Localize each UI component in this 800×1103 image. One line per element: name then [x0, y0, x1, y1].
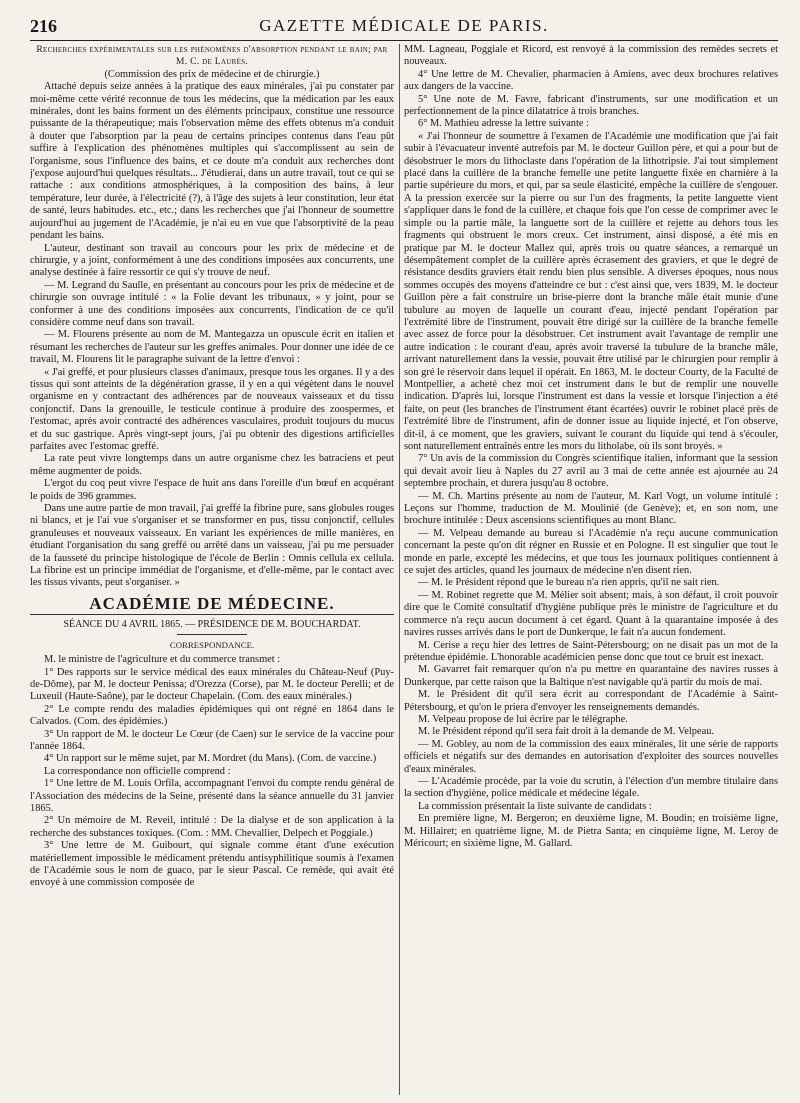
- paragraph: — M. Flourens présente au nom de M. Mantegazza un opuscule écrit en italien et résumant les recherches de l'auteur sur les greffes animales. Pour donner une idée de ce travail, M. Flourens lit le paragraphe suivant de la lettre d'envoi :: [30, 329, 394, 366]
- paragraph: L'ergot du coq peut vivre l'espace de huit ans dans l'oreille d'un bœuf en acquérant le poids de 396 grammes.: [30, 478, 394, 502]
- paragraph: 3° Un rapport de M. le docteur Le Cœur (de Caen) sur le service de la vaccine pour l'année 1864.: [30, 728, 394, 752]
- paragraph: — M. Gobley, au nom de la commission des eaux minérales, lit une série de rapports officiels et négatifs sur des demandes en autorisation d'exploiter des sources nouvelles d'eaux minérales.: [404, 738, 778, 775]
- paragraph: Dans une autre partie de mon travail, j'ai greffé la fibrine pure, sans globules rouges ni blancs, et je l'ai vue s'organiser et se transformer en pus, tissu conjonctif, cellules granuleuses et nouveaux vaisseaux. En variant les expériences de mille manières, en étudiant l'organisation du sang greffé ou arrêté dans un vaisseau, j'ai pu me persuader de la fausseté du principe histologique de l'école de Berlin : Omnis cellula ex cellula. La fibrine est un principe immédiat de l'organisme, et d'elle-même, par le contact avec les tissus vivants, peut s'organiser. »: [30, 503, 394, 589]
- subsection-heading: CORRESPONDANCE.: [169, 639, 255, 650]
- article-title: Recherches expérimentales sur les phénomènes d'absorption pendant le bain; par M. C. de Laurès.: [36, 44, 388, 68]
- paragraph: La rate peut vivre longtemps dans un autre organisme chez les batraciens et peut même augmenter de poids.: [30, 453, 394, 477]
- paragraph: M. le Président dit qu'il sera écrit au correspondant de l'Académie à Saint-Pétersbourg, et qu'on le priera d'envoyer les renseignements demandés.: [404, 689, 778, 713]
- paragraph: — M. Velpeau demande au bureau si l'Académie n'a reçu aucune communication concernant la peste qu'on dit régner en Russie et en Pologne. Il est singulier que tout le monde en parle, excepté les médecins, et que tous les journaux politiques contiennent à ce sujet des articles, quand les journaux de médecine n'en disent rien.: [404, 527, 778, 577]
- paragraph: 5° Une note de M. Favre, fabricant d'instruments, sur une modification et un perfectionnement de la pince dilatatrice à trois branches.: [404, 93, 778, 118]
- divider: [177, 634, 247, 635]
- left-column: [30, 44, 394, 1095]
- paragraph: 2° Le compte rendu des maladies épidémiques qui ont régné en 1864 dans le Calvados. (Com. des épidémies.): [30, 703, 394, 728]
- right-column: [404, 44, 778, 1095]
- paragraph: 1° Des rapports sur le service médical des eaux minérales du Château-Neuf (Puy-de-Dôme), par M. le docteur Penissa; d'Orezza (Corse), par M. le docteur Perelli; et de Luxeuil (Haute-Saône), par le docteur Chapelain. (Com. des eaux minérales.): [30, 666, 394, 703]
- commission-note: (Commission des prix de médecine et de chirurgie.): [104, 68, 320, 80]
- paragraph: MM. Lagneau, Poggiale et Ricord, est renvoyé à la commission des remèdes secrets et nouveaux.: [404, 44, 778, 68]
- paragraph: Attaché depuis seize années à la pratique des eaux minérales, j'ai pu constater par moi-même cette vérité reconnue de tous les médecins, que la médication par les eaux minérales, dont les bains forment un des éléments principaux, constitue une ressource puissante de la thérapeutique; mais l'observation même des effets obtenus m'a conduit à douter que l'absorption par la peau de certains principes contenus dans l'eau pût suffire à l'explication des phénomènes multiples qui s'accomplissent au sein de l'organisme, sous l'influence des bains, et ce doute m'a conduit aux recherches dont j'expose aujourd'hui quelques résultats... J'étudierai, dans un autre travail, tout ce qui se rattache : aux conditions atmosphériques, à la composition des bains, à leur température, leur durée, à l'électricité (?), à l'âge des sujets à leur constitution, leur état de santé, leurs habitudes. etc., etc.; dans les recherches que j'ai l'honneur de soumettre aujourd'hui au jugement de l'Académie, je n'ai eu en vue que l'absorptivité de la peau pendant les bains.: [30, 81, 394, 242]
- section-heading: ACADÉMIE DE MÉDECINE.: [30, 598, 394, 615]
- paragraph: M. le ministre de l'agriculture et du commerce transmet :: [44, 654, 281, 666]
- paragraph: 2° Un mémoire de M. Reveil, intitulé : De la dialyse et de son application à la recherche des substances toxiques. (Com. : MM. Chevallier, Delpech et Poggiale.): [30, 815, 394, 839]
- paragraph: 7° Un avis de la commission du Congrès scientifique italien, informant que la session qui devait avoir lieu à Naples du 27 avril au 3 mai de cette année est ajournée au 24 septembre prochain, et durera jusqu'au 8 octobre.: [404, 453, 778, 490]
- paragraph: « J'ai l'honneur de soumettre à l'examen de l'Académie une modification que j'ai fait subir à l'évacuateur inventé autrefois par M. le docteur Guillon père, et qui a pour but de désobstruer le mors du lithoclaste dans l'opération de la lithotripsie. J'ai tout simplement placé dans la cuillère de la branche femelle une petite languette fixée en charnière à la partie supérieure du mors, et qui, par sa seule élasticité, empêche la cuillère de s'engouer. A la pression exercée sur la pierre ou sur l'un des fragments, la petite languette vient s'appliquer dans le fond de la cuillère, et chaque fois que l'on cesse de comprimer avec le simple ou la partie mâle, la languette sort de la cuillère et rejette au dehors tous les fragments qui obstruent le mors creux. Cet instrument, ainsi disposé, a été mis en pratique par M. le docteur Mallez qui, après trois ou quatre séances, a remarqué un désempâtement complet de la cuillère après écrasement des graviers, et que le degré de résistance desdits graviers était rendu bien plus sensible. A diverses époques, nous nous sommes occupés des moyens d'atteindre ce but : c'est ainsi que, vers 1839, M. le docteur Guillon père a fait construire un brise-pierre dont la branche mâle était munie d'une tubulure au moyen de laquelle un courant d'eau, injecté pendant l'opération par l'extrémité libre de l'instrument, pouvait être dirigé sur la cuillère de la branche femelle avec assez de force pour la désobstruer. Cet instrument avait l'avantage de remplir une autre indication : le courant d'eau, après avoir traversé la tubulure de la branche mâle, arrivant naturellement dans la vessie, pouvait être utilisé par le chirurgien pour remplir à son gré le réservoir dans lequel il opérait. En 1863, M. le docteur Courty, de la Faculté de Montpellier, a acheté chez moi cet instrument dans le but de remplir une nouvelle indication. D'après lui, lorsque l'instrument est dans la vessie et lorsque l'injection a été faite, on peut (les branches de l'instrument étant écartées) ouvrir le robinet placé près de l'extrémité libre de l'instrument, afin de donner issue au liquide injecté, et l'on observe, dit-il, à ce moment, que les graviers, suivant le courant du liquide qui tend à s'écouler, sont naturellement entraînés entre les mors du litholabe, où ils sont broyés. »: [404, 130, 778, 452]
- paragraph: M. Velpeau propose de lui écrire par le télégraphe.: [418, 713, 628, 725]
- paragraph: M. Cerise a reçu hier des lettres de Saint-Pétersbourg; on ne disait pas un mot de la prétendue épidémie. L'honorable académicien pense donc que tout ce bruit est inexact.: [404, 639, 778, 663]
- columns: [30, 44, 778, 1095]
- paragraph: — L'Académie procède, par la voie du scrutin, à l'élection d'un membre titulaire dans la section d'hygiène, police médicale et médecine légale.: [404, 775, 778, 800]
- page-header: [30, 14, 778, 41]
- session-heading: SÉANCE DU 4 AVRIL 1865. — PRÉSIDENCE DE M. BOUCHARDAT.: [63, 619, 361, 631]
- paragraph: — M. Ch. Martins présente au nom de l'auteur, M. Karl Vogt, un volume intitulé : Leçons sur l'homme, traduction de M. Moulinié (de Genève); et, en son nom, une brochure intitulée : Deux ascensions scientifiques au mont Blanc.: [404, 490, 778, 527]
- paragraph: « J'ai greffé, et pour plusieurs classes d'animaux, presque tous les organes. Il y a des tissus qui sont atteints de la dégénération grasse, il y en a qui végètent dans le nouvel organisme en y contractant des adhérences par de nouveaux vaisseaux et du tissu conjonctif. Dans la grenouille, le testicule continue à produire des zoospermes, et l'estomac, après avoir contracté des adhérences vasculaires, produit toujours du mucus et du suc gastrique. Après vingt-sept jours, j'ai pu obtenir des digestions artificielles parfaites avec l'estomac greffé.: [30, 366, 394, 452]
- paragraph: En première ligne, M. Bergeron; en deuxième ligne, M. Boudin; en troisième ligne, M. Hillairet; en quatrième ligne, M. de Pietra Santa; en cinquième ligne, M. Leroy de Méricourt; en sixième ligne, M. Gallard.: [404, 813, 778, 849]
- page-number: 216: [30, 16, 57, 36]
- paragraph: La correspondance non officielle comprend :: [44, 765, 231, 777]
- paragraph: L'auteur, destinant son travail au concours pour les prix de médecine et de chirurgie, y a joint, conformément à une des conditions imposées aux concurrents, une analyse destinée à faire ressortir ce qui s'y trouve de neuf.: [30, 242, 394, 279]
- paragraph: M. le Président répond qu'il sera fait droit à la demande de M. Velpeau.: [418, 726, 714, 738]
- paragraph: M. Gavarret fait remarquer qu'on n'a pu mettre en quarantaine des navires russes à Dunkerque, par cette raison que la Baltique n'est navigable qu'à partir du mois de mai.: [404, 664, 778, 688]
- journal-title: GAZETTE MÉDICALE DE PARIS.: [259, 16, 549, 35]
- paragraph: — M. Legrand du Saulle, en présentant au concours pour les prix de médecine et de chirurgie son ouvrage intitulé : « la Folie devant les tribunaux, » y joint, pour se conformer à une des conditions imposées aux concurrents, l'indication de ce qu'il considère comme neuf dans son travail.: [30, 279, 394, 328]
- paragraph: 4° Un rapport sur le même sujet, par M. Mordret (du Mans). (Com. de vaccine.): [44, 753, 377, 765]
- paragraph: 1° Une lettre de M. Louis Orfila, accompagnant l'envoi du compte rendu général de l'Association des médecins de la Seine, présenté dans la séance annuelle du 31 janvier 1865.: [30, 778, 394, 814]
- paragraph: — M. le Président répond que le bureau n'a rien appris, qu'il ne sait rien.: [418, 577, 720, 589]
- paragraph: 6° M. Mathieu adresse la lettre suivante :: [418, 118, 589, 130]
- paragraph: — M. Robinet regrette que M. Mélier soit absent; mais, à son défaut, il croit pouvoir dire que le Comité consultatif d'hygiène publique près le ministre de l'agriculture et du commerce n'a reçu aucun document à cet égard. Quant à la quarantaine imposée à des navires russes arrivés dans le port de Dunkerque, le fait n'a aucun fondement.: [404, 589, 778, 639]
- paragraph: La commission présentait la liste suivante de candidats :: [418, 800, 652, 812]
- paragraph: 3° Une lettre de M. Guibourt, qui signale comme étant d'une exécution matériellement impossible le médicament prétendu antisyphilitique soumis à l'examen de l'Académie sous le nom de guaco, par le sieur Pascal. Ce remède, qui avait été envoyé à une commission composée de: [30, 840, 394, 889]
- column-rule: [399, 44, 400, 1095]
- paragraph: 4° Une lettre de M. Chevalier, pharmacien à Amiens, avec deux brochures relatives aux dangers de la vaccine.: [404, 68, 778, 93]
